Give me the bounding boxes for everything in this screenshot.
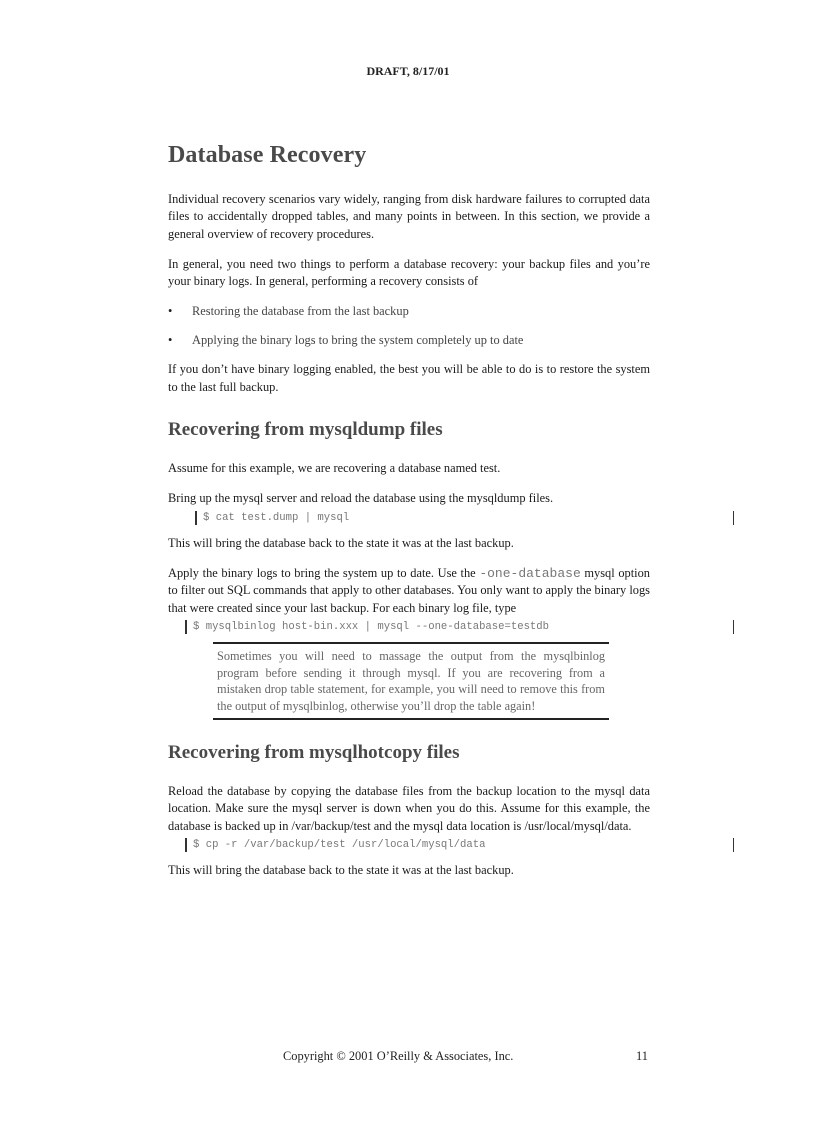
section-heading-mysqlhotcopy: Recovering from mysqlhotcopy files [168, 742, 460, 764]
section-heading-mysqldump: Recovering from mysqldump files [168, 419, 443, 441]
bullet-icon: • [168, 333, 173, 348]
change-bar-left [185, 620, 187, 634]
change-bar-right [733, 620, 734, 634]
page-number: 11 [636, 1049, 648, 1063]
inline-code-option: -one-database [479, 565, 581, 581]
list-item-text: Restoring the database from the last backup [192, 304, 409, 319]
note-box [213, 642, 609, 720]
section2-paragraph-2: This will bring the database back to the state it was at the last backup. [168, 862, 514, 877]
recovery-steps-list [168, 303, 650, 349]
draft-header: DRAFT, 8/17/01 [366, 64, 450, 78]
list-item [168, 332, 650, 349]
intro-paragraph-2: In general, you need two things to perform a database recovery: your backup files and you’re your binary logs. In general, performing a recovery consists of [168, 256, 650, 289]
list-item-text: Applying the binary logs to bring the system completely up to date [192, 333, 524, 348]
code-text: $ cat test.dump | mysql [203, 511, 350, 524]
code-text: $ cp -r /var/backup/test /usr/local/mysql/data [193, 838, 486, 851]
section1-paragraph-1: Assume for this example, we are recovering a database named test. [168, 461, 501, 476]
section1-paragraph-2: Bring up the mysql server and reload the database using the mysqldump files. [168, 491, 554, 506]
bullet-icon: • [168, 304, 173, 319]
code-block-cat-dump [168, 510, 650, 526]
page-content [168, 142, 650, 892]
section1-paragraph-4 [168, 565, 650, 617]
change-bar-right [733, 511, 734, 525]
note-text: Sometimes you will need to massage the output from the mysqlbinlog program before sending it through mysql. If you are recovering from a mistaken drop table statement, for example, you will need to remove this from the output of mysqlbinlog, otherwise you’ll drop the table again! [217, 648, 605, 714]
paragraph-text: Apply the binary logs to bring the system up to date. Use the [168, 565, 480, 580]
code-block-cp [168, 837, 650, 853]
code-block-mysqlbinlog [168, 619, 650, 635]
copyright-text: Copyright © 2001 O’Reilly & Associates, Inc. [283, 1049, 514, 1063]
page-title: Database Recovery [168, 142, 367, 168]
code-text: $ mysqlbinlog host-bin.xxx | mysql --one-database=testdb [193, 620, 550, 633]
change-bar-left [185, 838, 187, 852]
intro-paragraph-1: Individual recovery scenarios vary widely, ranging from disk hardware failures to corrupted data files to accidentally dropped tables, and many points in between. In this section, we provide a general overview of recovery procedures. [168, 192, 650, 241]
intro-paragraph-3: If you don’t have binary logging enabled, the best you will be able to do is to restore the system to the last full backup. [168, 362, 650, 394]
change-bar-left [195, 511, 197, 525]
list-item [168, 303, 650, 320]
paragraph-text: mysql option to filter out SQL commands that apply to other databases. You only want to apply the binary logs that were created since your last backup. For each binary log file, type [168, 565, 650, 615]
section1-paragraph-3: This will bring the database back to the state it was at the last backup. [168, 535, 514, 550]
section2-paragraph-1: Reload the database by copying the database files from the backup location to the mysql data location. Make sure the mysql server is down when you do this. Assume for this example, the database is backed up in /var/backup/test and the mysql data location is /usr/local/mysql/data. [168, 784, 650, 833]
change-bar-right [733, 838, 734, 852]
